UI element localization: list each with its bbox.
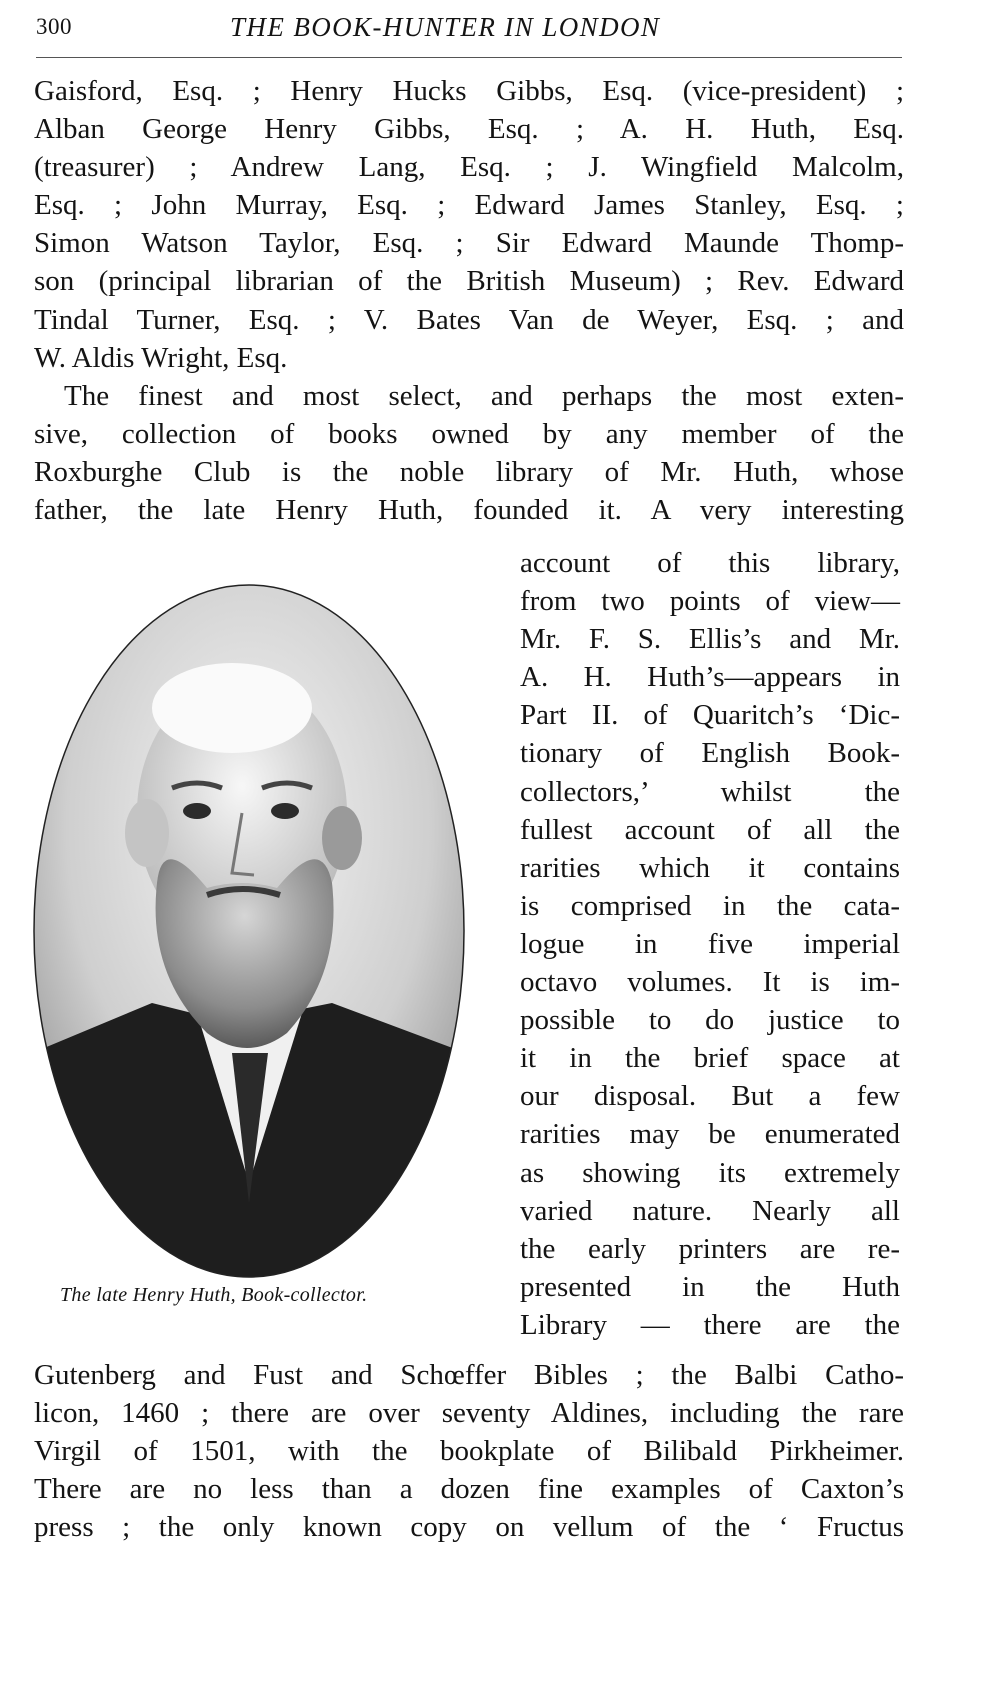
- figure-caption: The late Henry Huth, Book-collector.: [60, 1284, 368, 1306]
- text-line: Mr. F. S. Ellis’s and Mr.: [520, 623, 900, 656]
- text-line: Gaisford, Esq. ; Henry Hucks Gibbs, Esq. (vice-president) ;: [34, 75, 904, 107]
- text-line: Gutenberg and Fust and Schœffer Bibles ; the Balbi Catho-: [34, 1359, 904, 1391]
- text-line: collectors,’ whilst the: [520, 775, 900, 808]
- text-line: possible to do justice to: [520, 1004, 900, 1037]
- running-head: THE BOOK-HUNTER IN LONDON: [230, 12, 661, 42]
- text-line: Esq. ; John Murray, Esq. ; Edward James Stanley, Esq. ;: [34, 189, 904, 222]
- text-line: from two points of view—: [520, 585, 900, 618]
- text-line: son (principal librarian of the British Museum) ; Rev. Edward: [34, 265, 904, 298]
- text-line: as showing its extremely: [520, 1156, 900, 1189]
- text-line: tionary of English Book-: [520, 737, 900, 770]
- portrait-figure: [32, 583, 466, 1279]
- text-line: octavo volumes. It is im-: [520, 966, 900, 999]
- portrait-image: [32, 583, 466, 1279]
- text-line: Roxburghe Club is the noble library of Mr. Huth, whose: [34, 455, 904, 488]
- text-block-top: [34, 72, 904, 529]
- text-line: presented in the Huth: [520, 1270, 900, 1303]
- text-line: rarities which it contains: [520, 851, 900, 884]
- text-line: Alban George Henry Gibbs, Esq. ; A. H. Huth, Esq.: [34, 113, 904, 146]
- text-line: W. Aldis Wright, Esq.: [34, 341, 288, 374]
- text-line: Tindal Turner, Esq. ; V. Bates Van de Weyer, Esq. ; and: [34, 303, 904, 336]
- text-line: licon, 1460 ; there are over seventy Aldines, including the rare: [34, 1397, 904, 1430]
- page-number: 300: [36, 14, 72, 39]
- text-line: rarities may be enumerated: [520, 1118, 900, 1151]
- text-line: Simon Watson Taylor, Esq. ; Sir Edward Maunde Thomp-: [34, 227, 904, 260]
- text-line: There are no less than a dozen fine examples of Caxton’s: [34, 1473, 904, 1506]
- text-line: account of this library,: [520, 547, 900, 579]
- text-line: Part II. of Quaritch’s ‘Dic-: [520, 699, 900, 732]
- text-line: fullest account of all the: [520, 813, 900, 846]
- text-line: logue in five imperial: [520, 927, 900, 960]
- text-line: is comprised in the cata-: [520, 889, 900, 922]
- text-column-wrap: [520, 544, 900, 1344]
- header-rule: [36, 57, 902, 58]
- text-line: Library — there are the: [520, 1308, 900, 1341]
- text-line: sive, collection of books owned by any member of the: [34, 417, 904, 450]
- text-line: The finest and most select, and perhaps the most exten-: [64, 379, 904, 412]
- text-line: varied nature. Nearly all: [520, 1194, 900, 1227]
- text-line: press ; the only known copy on vellum of the ‘ Fructus: [34, 1511, 904, 1544]
- text-line: our disposal. But a few: [520, 1080, 900, 1113]
- text-line: it in the brief space at: [520, 1042, 900, 1075]
- text-block-bottom: [34, 1356, 904, 1546]
- text-line: Virgil of 1501, with the bookplate of Bilibald Pirkheimer.: [34, 1435, 904, 1468]
- text-line: the early printers are re-: [520, 1232, 900, 1265]
- text-line: A. H. Huth’s—appears in: [520, 661, 900, 694]
- text-line: father, the late Henry Huth, founded it. A very interesting: [34, 494, 904, 527]
- text-line: (treasurer) ; Andrew Lang, Esq. ; J. Wingfield Malcolm,: [34, 151, 904, 184]
